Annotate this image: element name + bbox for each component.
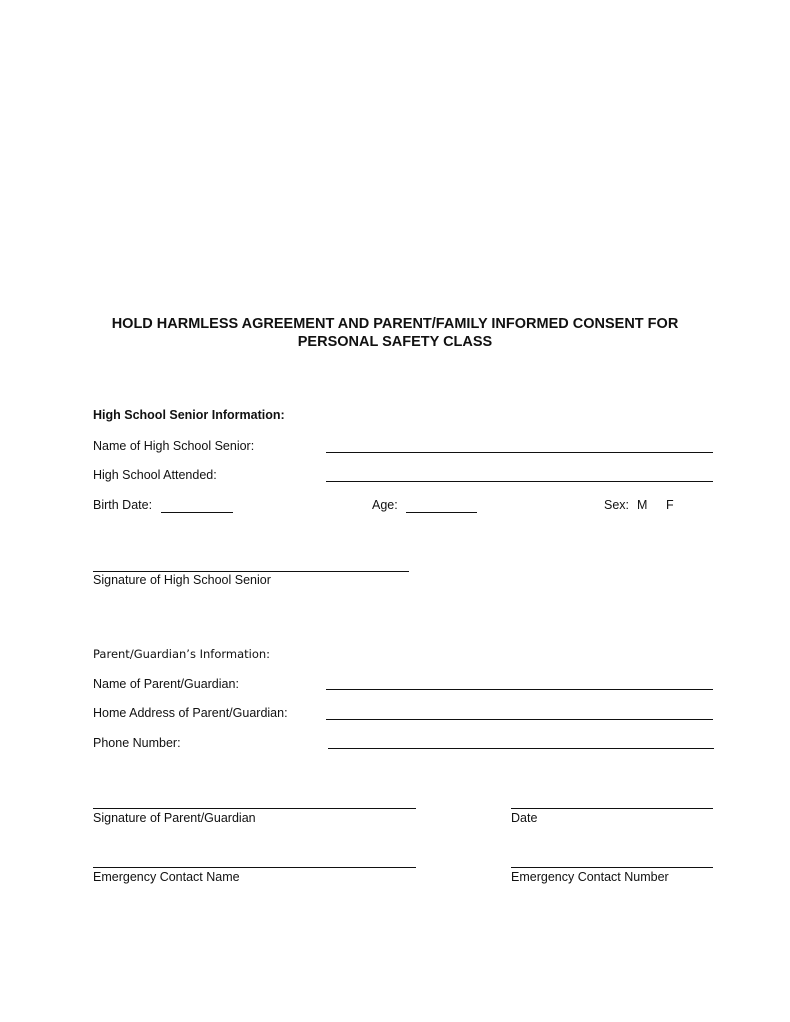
emergency-contact-number-label: Emergency Contact Number — [511, 870, 669, 884]
date-line[interactable] — [511, 808, 713, 809]
guardian-address-label: Home Address of Parent/Guardian: — [93, 706, 288, 720]
senior-name-label: Name of High School Senior: — [93, 439, 255, 453]
sex-option-m[interactable]: M — [637, 498, 648, 512]
senior-signature-label: Signature of High School Senior — [93, 573, 271, 587]
school-attended-label: High School Attended: — [93, 468, 217, 482]
emergency-contact-name-label: Emergency Contact Name — [93, 870, 240, 884]
age-label: Age: — [372, 498, 398, 512]
emergency-contact-name-line[interactable] — [93, 867, 416, 868]
guardian-signature-line[interactable] — [93, 808, 416, 809]
birth-date-label: Birth Date: — [93, 498, 153, 512]
guardian-name-field[interactable] — [326, 689, 713, 690]
document-title-line-1: HOLD HARMLESS AGREEMENT AND PARENT/FAMILY INFORMED CONSENT FOR — [111, 316, 679, 332]
guardian-signature-label: Signature of Parent/Guardian — [93, 811, 256, 825]
senior-signature-line[interactable] — [93, 571, 409, 572]
phone-number-label: Phone Number: — [93, 736, 181, 750]
sex-option-f[interactable]: F — [666, 498, 674, 512]
emergency-contact-number-line[interactable] — [511, 867, 713, 868]
guardian-section-heading: Parent/Guardian’s Information: — [93, 647, 271, 661]
date-label: Date — [511, 811, 538, 825]
birth-date-field[interactable] — [161, 512, 233, 513]
senior-name-field[interactable] — [326, 452, 713, 453]
document-title-line-2: PERSONAL SAFETY CLASS — [297, 334, 493, 350]
sex-label: Sex: — [604, 498, 630, 512]
phone-number-field[interactable] — [328, 748, 714, 749]
guardian-address-field[interactable] — [326, 719, 713, 720]
school-attended-field[interactable] — [326, 481, 713, 482]
age-field[interactable] — [406, 512, 477, 513]
senior-section-heading: High School Senior Information: — [93, 408, 285, 422]
guardian-name-label: Name of Parent/Guardian: — [93, 677, 239, 691]
